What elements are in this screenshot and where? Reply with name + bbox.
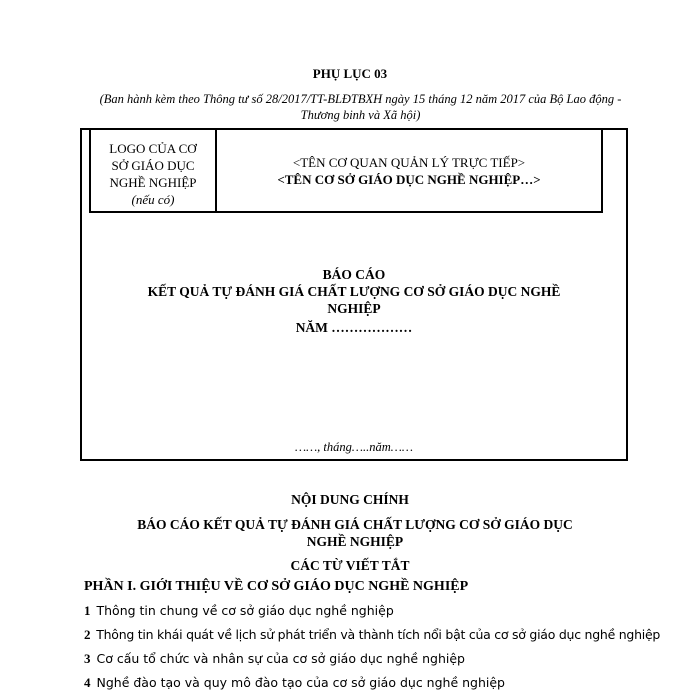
appendix-title: PHỤ LỤC 03 [312, 66, 388, 81]
logo-line: LOGO CỦA CƠ [109, 141, 197, 156]
item-text: Nghề đào tạo và quy mô đào tạo của cơ sở giáo dục nghề nghiệp [96, 675, 505, 690]
part1-title: PHẦN I. GIỚI THIỆU VỀ CƠ SỞ GIÁO DỤC NGHỀ NGHIỆP [84, 579, 469, 594]
item-text: Cơ cấu tổ chức và nhân sự của cơ sở giáo dục nghề nghiệp [96, 651, 465, 666]
item-number: 1 [84, 603, 91, 618]
logo-line: NGHỀ NGHIỆP [109, 175, 197, 190]
item-number: 2 [84, 627, 91, 642]
report-label: BÁO CÁO [322, 267, 386, 282]
list-item [84, 651, 465, 667]
logo-note: (nếu có) [131, 192, 175, 207]
report-year: NĂM ……………… [295, 320, 413, 335]
date-line: ……, tháng…..năm…… [294, 440, 414, 454]
agency-cell [217, 130, 601, 211]
main-content-title: NỘI DUNG CHÍNH [291, 492, 409, 507]
list-item [84, 603, 394, 619]
abbreviations-title: CÁC TỪ VIẾT TẮT [290, 558, 410, 573]
report-subtitle: BÁO CÁO KẾT QUẢ TỰ ĐÁNH GIÁ CHẤT LƯỢNG CƠ SỞ GIÁO DỤC NGHỀ NGHIỆP [137, 517, 573, 549]
item-text: Thông tin khái quát về lịch sử phát triển và thành tích nổi bật của cơ sở giáo dục nghề nghiệp [96, 627, 661, 642]
report-title: KẾT QUẢ TỰ ĐÁNH GIÁ CHẤT LƯỢNG CƠ SỞ GIÁO DỤC NGHỀ NGHIỆP [147, 284, 561, 316]
item-number: 3 [84, 651, 91, 666]
issuance-note: (Ban hành kèm theo Thông tư số 28/2017/TT-BLĐTBXH ngày 15 tháng 12 năm 2017 của Bộ Lao động - Thương binh và Xã hội) [99, 92, 622, 122]
logo-placeholder-cell [91, 130, 217, 211]
list-item [84, 627, 660, 643]
cover-page-frame [80, 128, 628, 461]
item-text: Thông tin chung về cơ sở giáo dục nghề nghiệp [96, 603, 394, 618]
logo-line: SỞ GIÁO DỤC [111, 158, 195, 173]
list-item [84, 675, 505, 691]
cover-header-table [89, 130, 603, 213]
agency-line: <TÊN CƠ QUAN QUẢN LÝ TRỰC TIẾP> [292, 155, 526, 170]
item-number: 4 [84, 675, 91, 690]
cover-report-title-block [82, 266, 626, 336]
institution-line: <TÊN CƠ SỞ GIÁO DỤC NGHỀ NGHIỆP…> [277, 172, 541, 187]
